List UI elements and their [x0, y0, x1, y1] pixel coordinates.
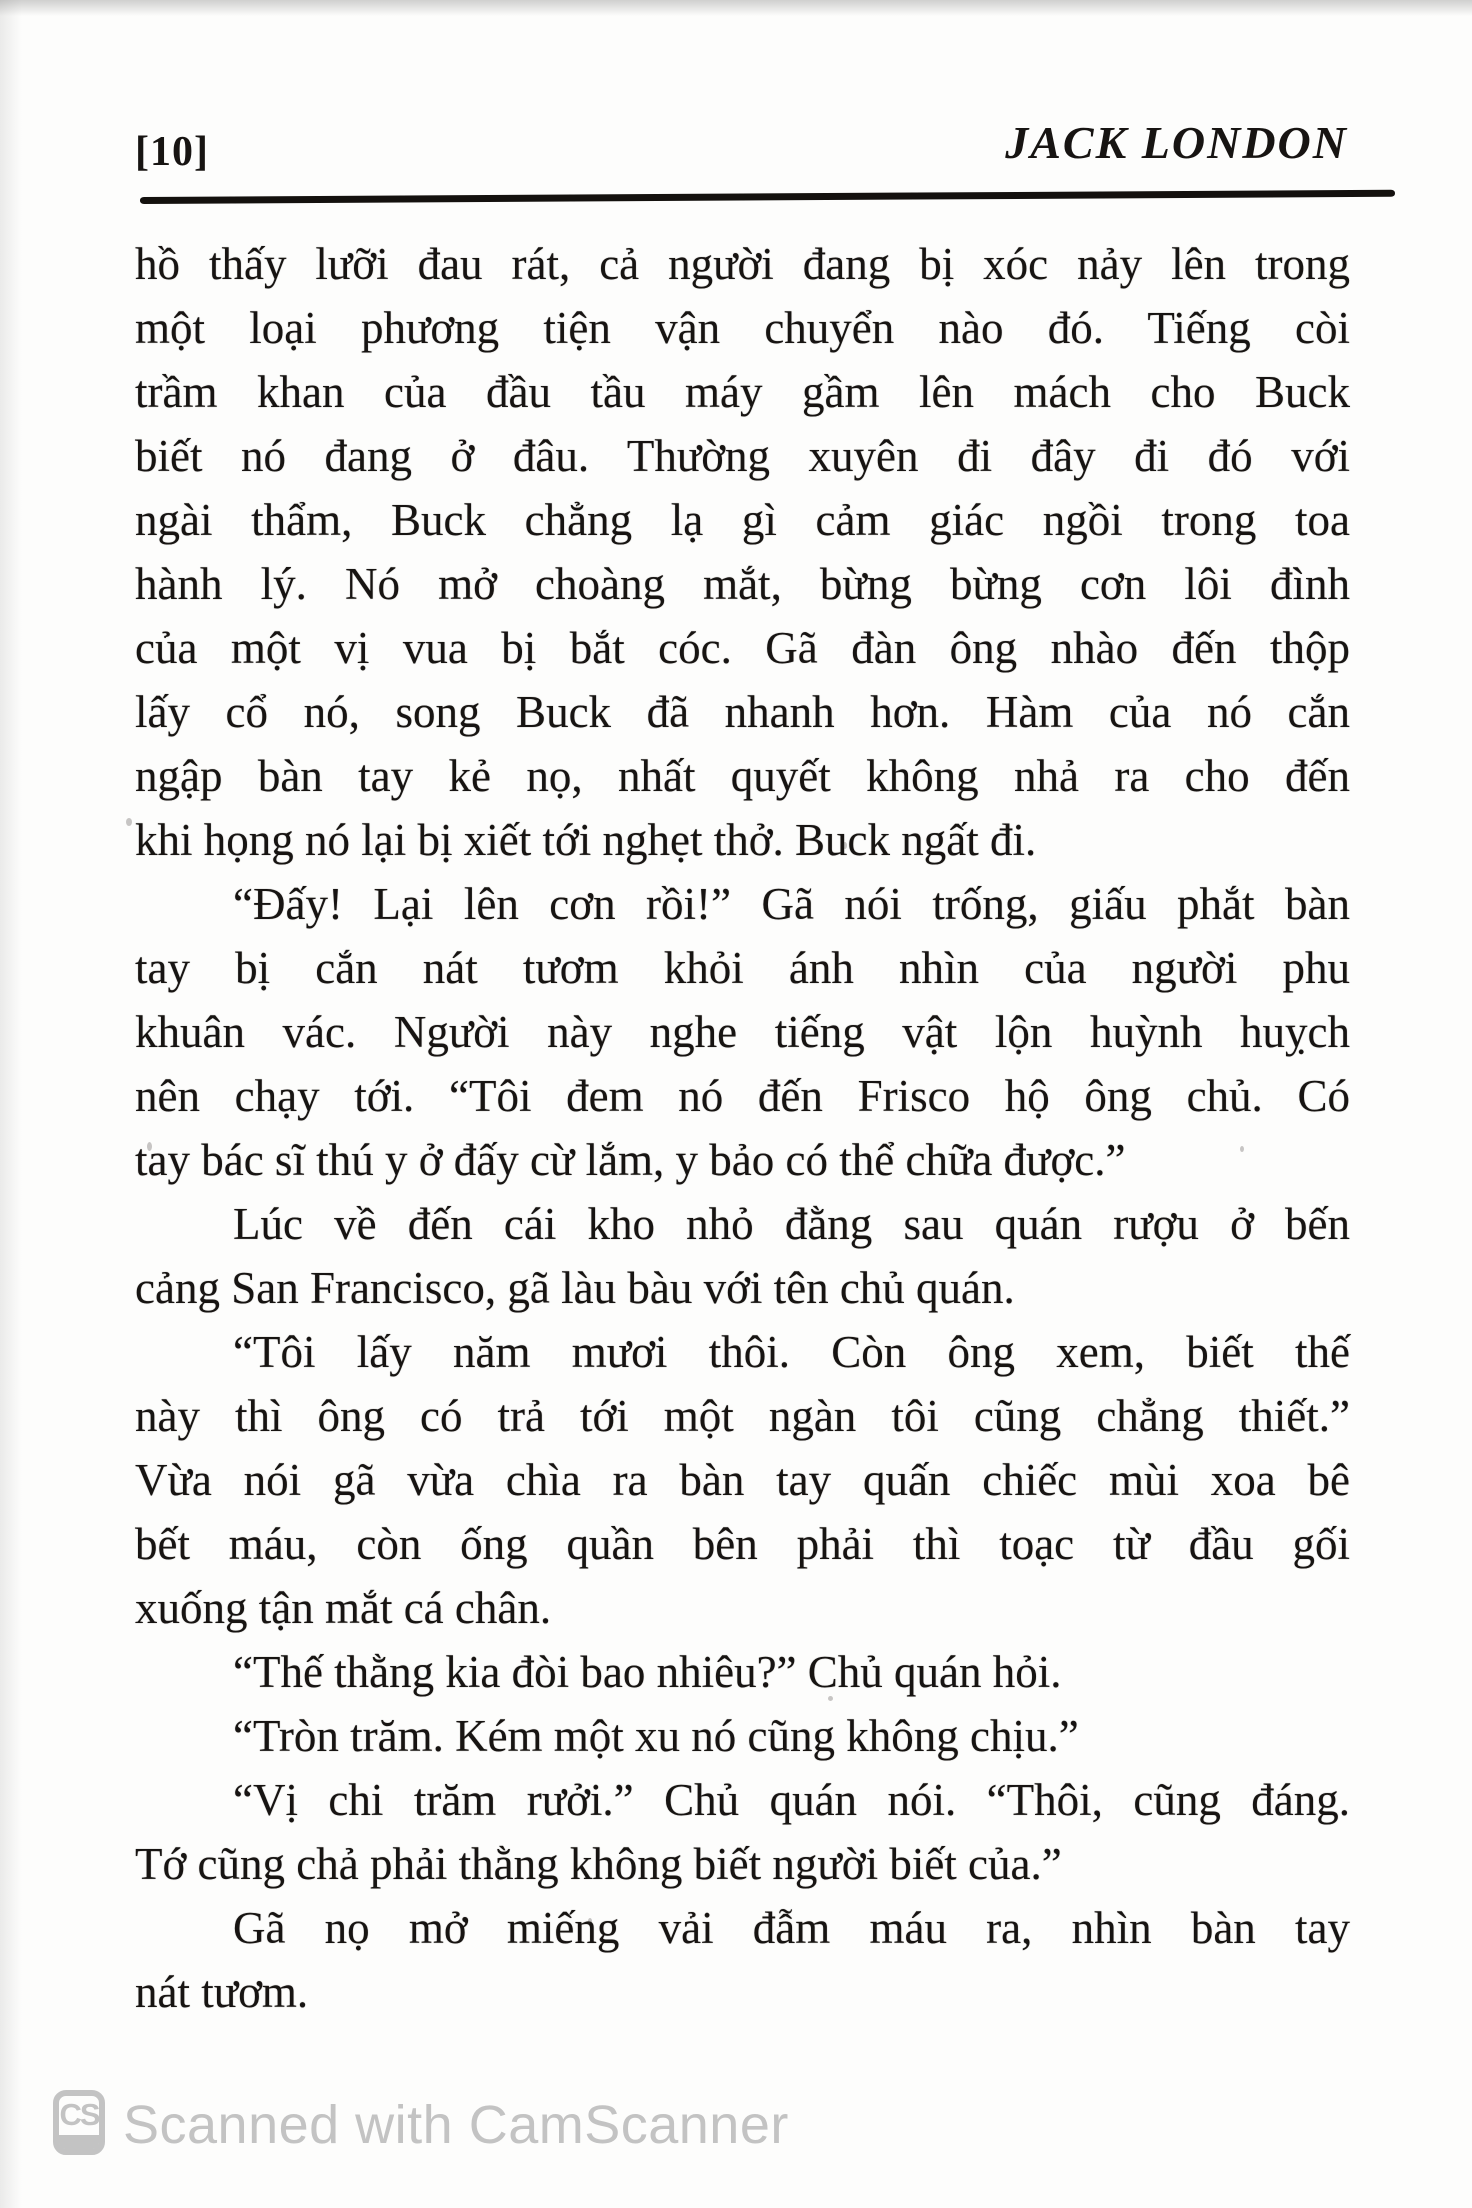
- running-head-author: JACK LONDON: [1005, 117, 1348, 168]
- camscanner-logo-letters: CS: [59, 2097, 99, 2132]
- page-number: [10]: [135, 129, 209, 175]
- scan-speck: [126, 818, 132, 826]
- text-line: “Vị chi trăm rưởi.” Chủ quán nói. “Thôi, cũng đáng.: [233, 1775, 1350, 1825]
- text-line: nên chạy tới. “Tôi đem nó đến Frisco hộ ông chủ. Có: [135, 1071, 1350, 1121]
- camscanner-logo-band: [59, 2135, 99, 2149]
- text-line: nát tươm.: [135, 1967, 309, 2017]
- text-line: Lúc về đến cái kho nhỏ đằng sau quán rượu ở bến: [233, 1199, 1350, 1249]
- text-line: hồ thấy lưỡi đau rát, cả người đang bị xóc nảy lên trong: [135, 239, 1350, 289]
- text-line: “Tròn trăm. Kém một xu nó cũng không chịu.”: [233, 1711, 1079, 1761]
- text-line: Gã nọ mở miếng vải đẫm máu ra, nhìn bàn tay: [233, 1903, 1350, 1953]
- text-line: “Thế thằng kia đòi bao nhiêu?” Chủ quán hỏi.: [233, 1647, 1062, 1697]
- text-line: biết nó đang ở đâu. Thường xuyên đi đây đi đó với: [135, 431, 1350, 481]
- text-line: bết máu, còn ống quần bên phải thì toạc từ đầu gối: [135, 1519, 1350, 1569]
- text-line: tay bác sĩ thú y ở đấy cừ lắm, y bảo có thể chữa được.”: [135, 1135, 1126, 1185]
- text-line: khuân vác. Người này nghe tiếng vật lộn huỳnh huỵch: [135, 1007, 1350, 1057]
- scan-edge-shadow-top: [0, 0, 1472, 16]
- camscanner-watermark-text: Scanned with CamScanner: [123, 2095, 789, 2155]
- text-line: một loại phương tiện vận chuyển nào đó. Tiếng còi: [135, 303, 1350, 353]
- text-line: “Tôi lấy năm mươi thôi. Còn ông xem, biết thế: [233, 1327, 1350, 1377]
- camscanner-logo-icon: [53, 2090, 105, 2155]
- text-line: “Đấy! Lại lên cơn rồi!” Gã nói trống, giấu phắt bàn: [233, 879, 1350, 929]
- text-line: của một vị vua bị bắt cóc. Gã đàn ông nhào đến thộp: [135, 623, 1350, 673]
- text-line: Tớ cũng chả phải thằng không biết người biết của.”: [135, 1839, 1062, 1889]
- text-line: khi họng nó lại bị xiết tới nghẹt thở. Buck ngất đi.: [135, 815, 1037, 865]
- text-line: Vừa nói gã vừa chìa ra bàn tay quấn chiếc mùi xoa bê: [135, 1455, 1350, 1505]
- text-line: xuống tận mắt cá chân.: [135, 1583, 552, 1633]
- header-rule: [140, 190, 1395, 204]
- text-line: lấy cổ nó, song Buck đã nhanh hơn. Hàm của nó cắn: [135, 687, 1350, 737]
- text-line: cảng San Francisco, gã làu bàu với tên chủ quán.: [135, 1263, 1015, 1313]
- text-line: trầm khan của đầu tầu máy gầm lên mách cho Buck: [135, 367, 1350, 417]
- page-body: [135, 232, 1350, 2024]
- text-line: ngập bàn tay kẻ nọ, nhất quyết không nhả ra cho đến: [135, 751, 1350, 801]
- text-line: tay bị cắn nát tươm khỏi ánh nhìn của người phu: [135, 943, 1350, 993]
- text-line: này thì ông có trả tới một ngàn tôi cũng chẳng thiết.”: [135, 1391, 1350, 1441]
- text-line: ngài thẩm, Buck chẳng lạ gì cảm giác ngồi trong toa: [135, 495, 1350, 545]
- scan-edge-shadow-left: [0, 0, 22, 2208]
- text-line: hành lý. Nó mở choàng mắt, bừng bừng cơn lôi đình: [135, 559, 1350, 609]
